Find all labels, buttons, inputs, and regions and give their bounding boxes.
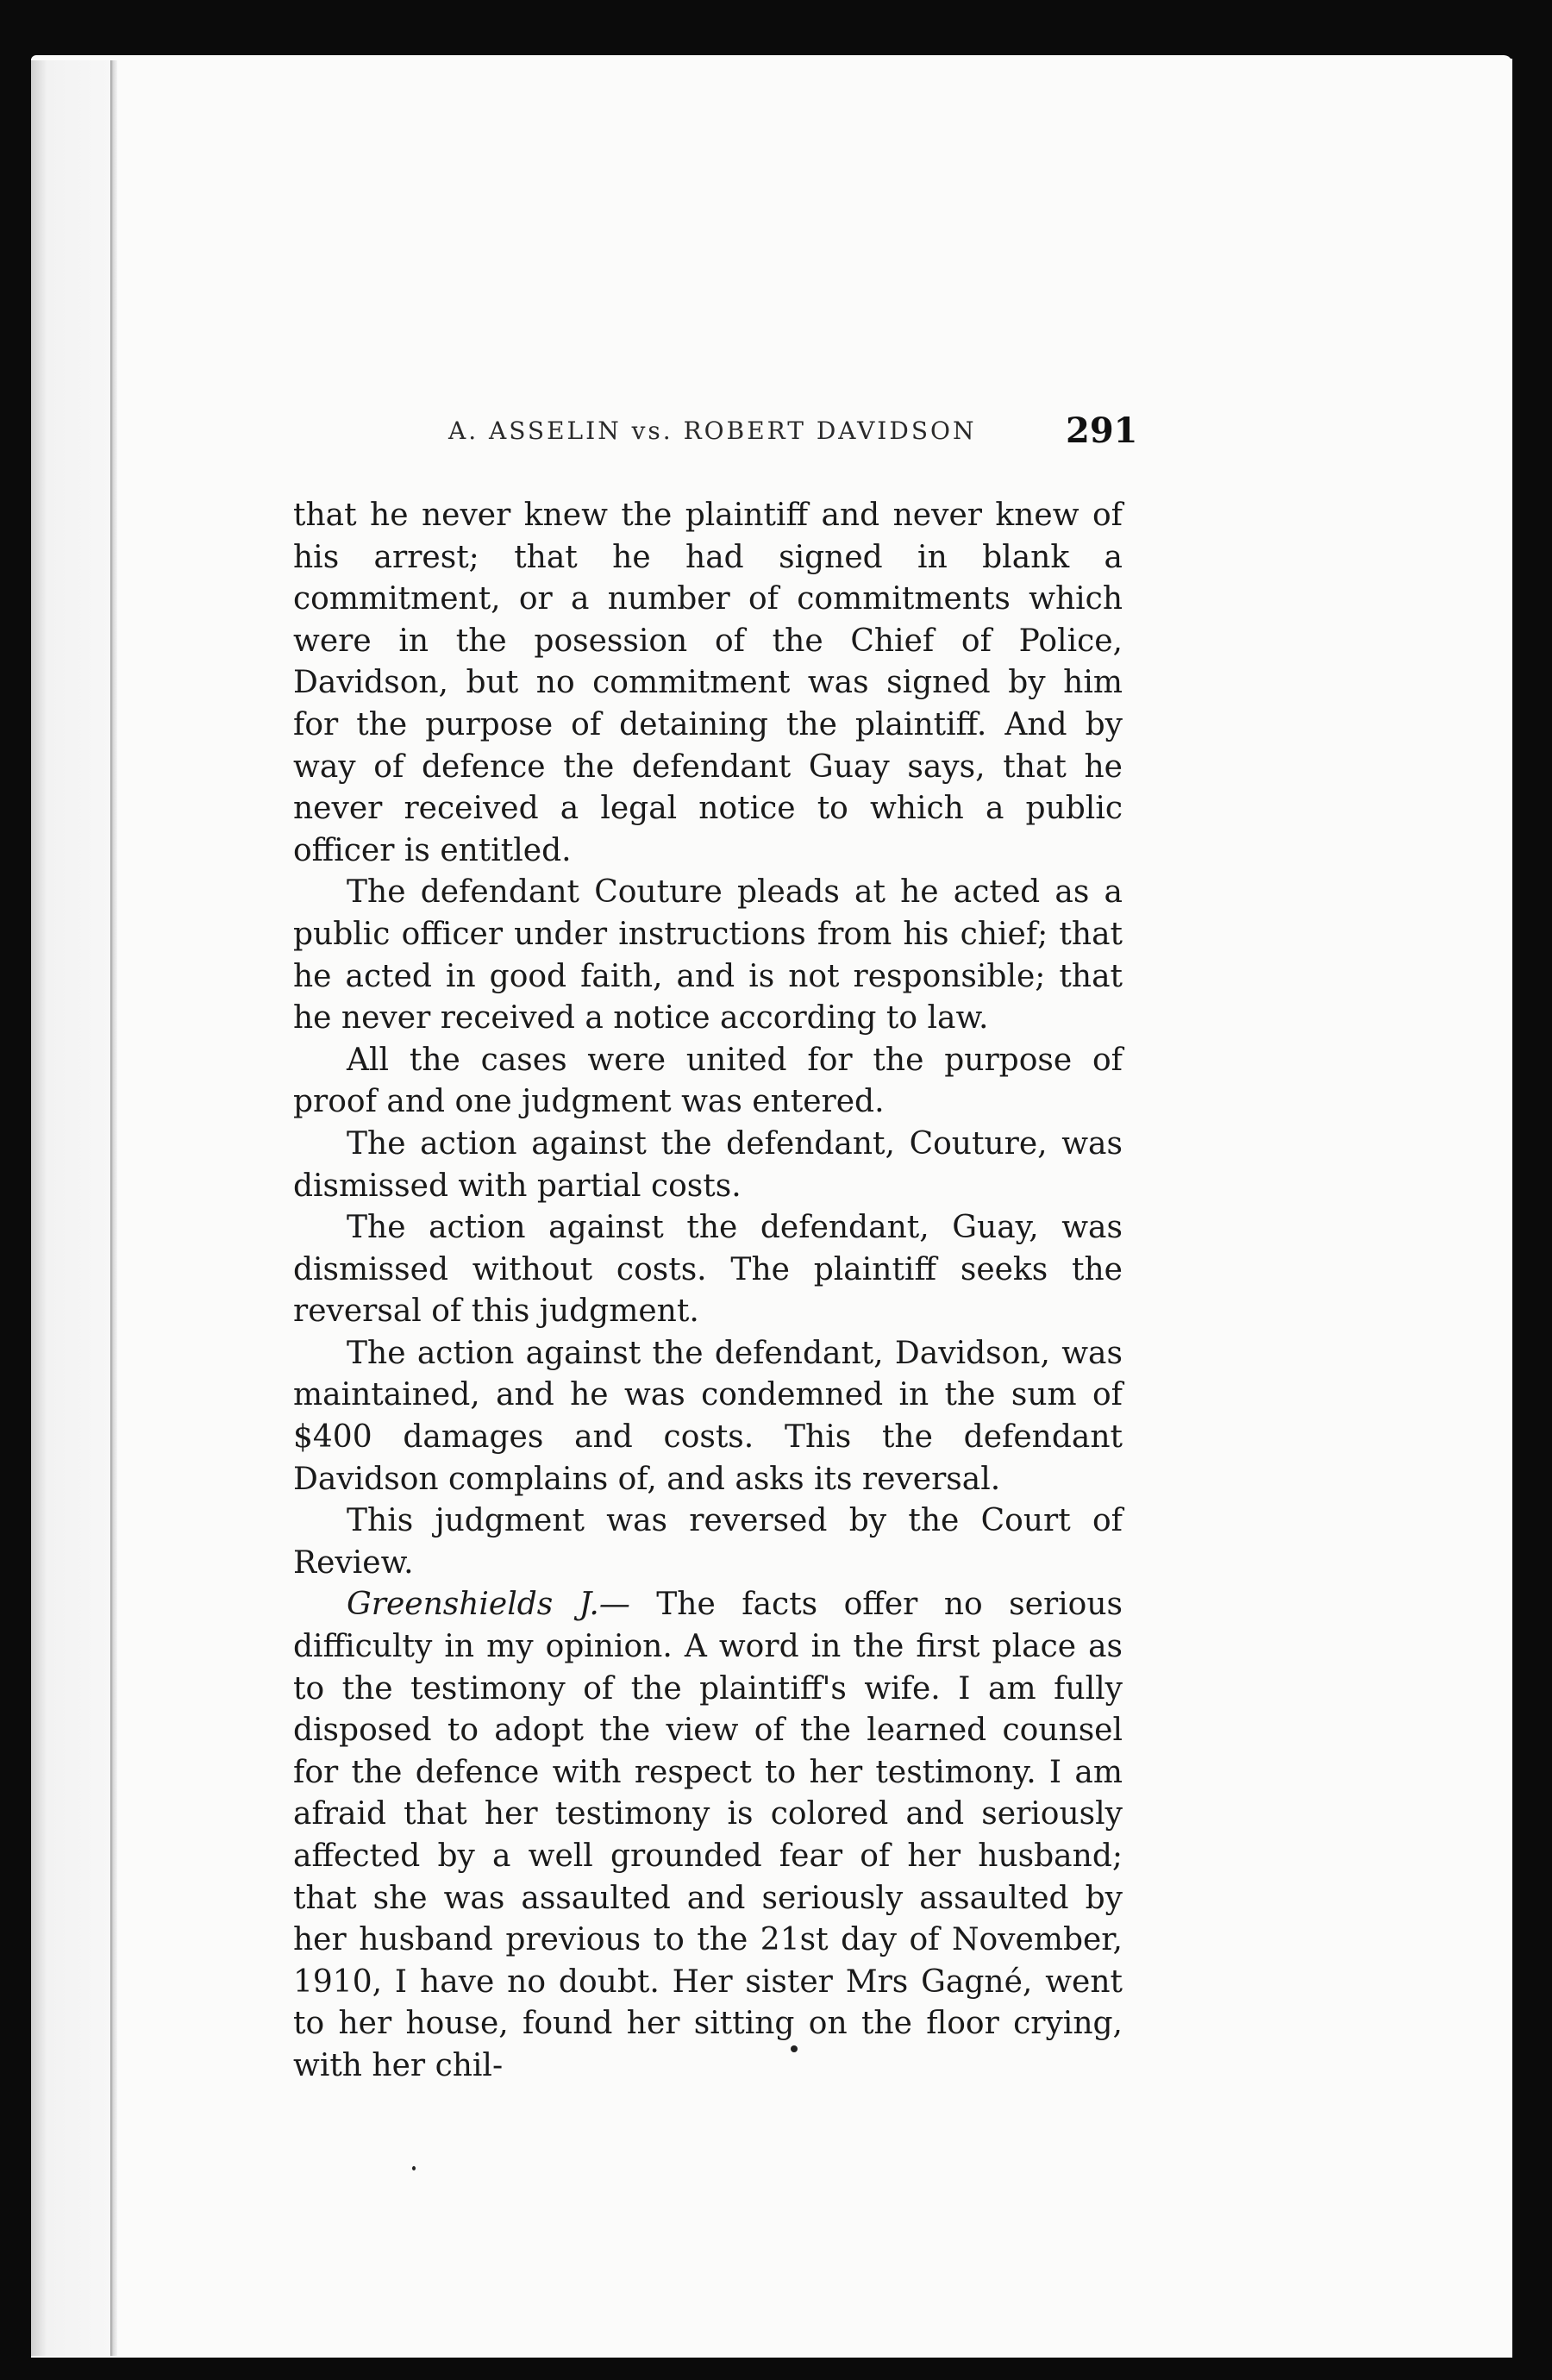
paragraph-4: The action against the defendant, Couture, was dismissed with partial costs. [293, 1125, 1123, 1204]
paragraph-2: The defendant Couture pleads at he acted as a public officer under instructions from his chief; that he acted in good faith, and is not responsible; that he never received a notice according to law. [293, 874, 1123, 1037]
scan-background-top [0, 0, 1552, 59]
paragraph-5: The action against the defendant, Guay, was dismissed without costs. The plaintiff seeks the reversal of this judgment. [293, 1210, 1123, 1330]
body-text [293, 495, 1123, 2088]
paragraph-6: The action against the defendant, Davidson, was maintained, and he was condemned in the sum of $400 damages and costs. This the defendant Davidson complains of, and asks its reversal. [293, 1335, 1123, 1497]
paragraph-1: that he never knew the plaintiff and never knew of his arrest; that he had signed in blank a commitment, or a number of commitments which were in the posession of the Chief of Police, Davidson, but no commitment was signed by him for the purpose of detaining the plaintiff. And by way of defence the defendant Guay says, that he never received a legal notice to which a public officer is entitled. [293, 498, 1123, 868]
paragraph-8-opinion [293, 1584, 1123, 2087]
scan-background-right [1512, 0, 1552, 2380]
running-header-title: A. ASSELIN vs. ROBERT DAVIDSON [448, 416, 977, 445]
judge-opinion-text: The facts offer no serious difficulty in my opinion. A word in the first place as to the testimony of the plaintiff's wife. I am fully disposed to adopt the view of the learned counsel for the defence with respect to her testimony. I am afraid that her testimony is colored and seriously affected by a well grounded fear of her husband; that she was assaulted and seriously assaulted by her husband previous to the 21st day of November, 1910, I have no doubt. Her sister Mrs Gagné, went to her house, found her sitting on the floor crying, with her chil- [293, 1587, 1123, 2083]
page-spine-shadow [110, 60, 117, 2356]
page-binding-edge [31, 60, 110, 2356]
scan-background-bottom [0, 2358, 1552, 2380]
judge-name: Greenshields J.— [347, 1587, 630, 1623]
ink-speck [412, 2166, 416, 2170]
ink-speck [791, 2045, 798, 2052]
paragraph-7: This judgment was reversed by the Court of Review. [293, 1503, 1123, 1581]
page-number: 291 [1066, 410, 1138, 451]
paragraph-3: All the cases were united for the purpose of proof and one judgment was entered. [293, 1042, 1123, 1120]
scan-background-left [0, 0, 31, 2380]
